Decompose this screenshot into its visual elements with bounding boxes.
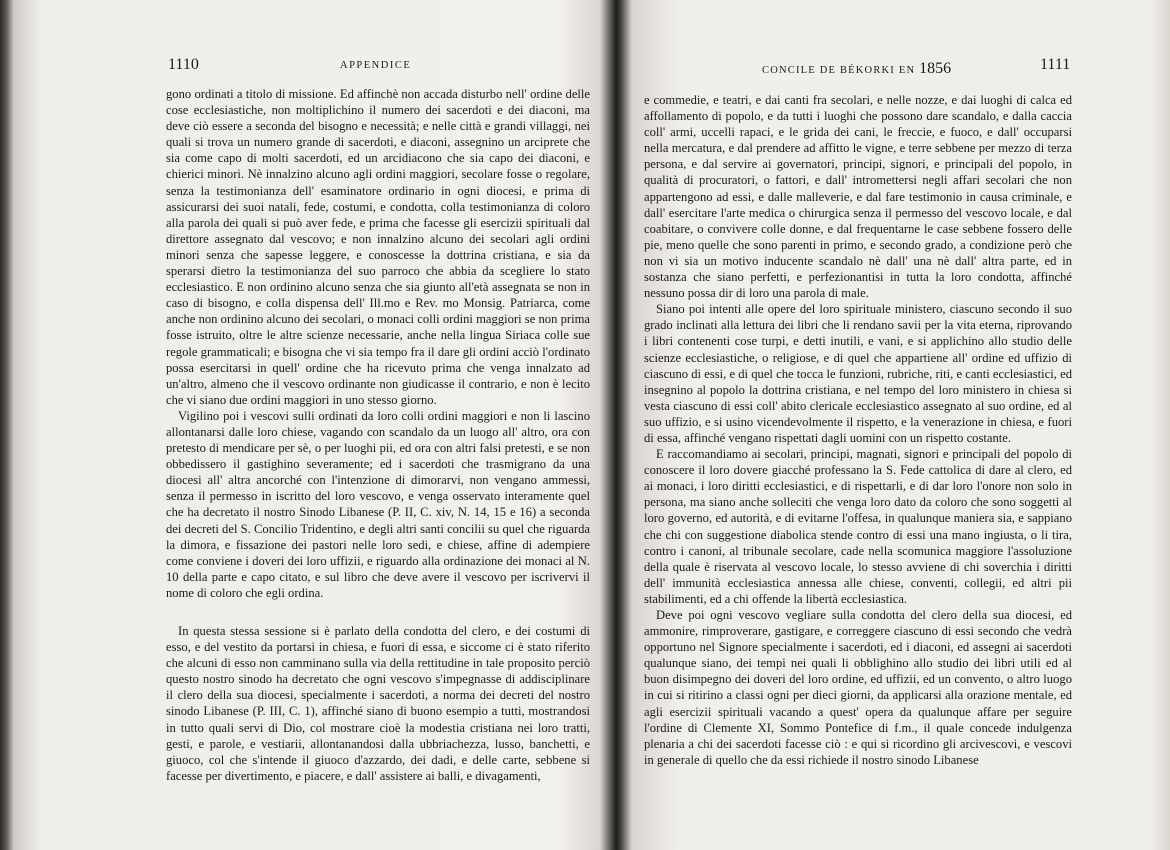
running-title-year: 1856 (919, 60, 952, 77)
running-title-text: CONCILE DE BÉKORKI EN (762, 65, 916, 76)
paragraph: Siano poi intenti alle opere del loro spirituale ministero, ciascuno secondo il suo grado inclinati alla lettura dei libri che li rendano savii per la vita eterna, riprovando i libri contenenti cose turpi, e detti inutili, e vani, e si applichino allo studio delle scienze ecclesiastiche, o religiose, e di quel che appartiene all' ordine ed uffizio di ciascuno di essi, e di quel che tocca le funzioni, rubriche, riti, e canti ecclesiastici, ed insegnino al popolo la dottrina cristiana, e nel tempo del loro ministero in chiesa si vesta ciascuno di essi coll' abito clericale ecclesiastico assegnato al suo ordine, ed al suo uffizio, e si usino vicendevolmente il rispetto, e la venerazione in chiesa, e fuori di essa, affinché vengano rispettati dagli uomini con un rispetto costante. (644, 302, 1072, 445)
text-block (166, 623, 590, 784)
page-number: 1110 (168, 56, 199, 73)
paragraph: E raccomandiamo ai secolari, principi, magnati, signori e principali del popolo di conoscere il loro dovere giacché professano la S. Fede cattolica di dare al clero, ed ai monaci, i loro diritti ecclesiastici, e di rispettarli, e di dar loro l'onore non solo in persona, ma siano anche solleciti che venga loro dato da coloro che sono soggetti al loro governo, ed autorità, e di evitarne l'offesa, in qualunque maniera sia, e sappiano che chi con suggestione diabolica stende contro di essi una mano ingiusta, o li tira, contro i canoni, al tribunale secolare, cade nella scomunica maggiore l'assoluzione della quale è riservata al vescovo locale, lo stesso avviene di chi soverchia i diritti dell' immunità ecclesiastica annessa alle chiese, conventi, collegii, ed altri pii stabilimenti, ed a chi offende la libertà ecclesiastica. (644, 447, 1072, 606)
running-title: APPENDICE (340, 60, 412, 71)
paragraph: Vigilino poi i vescovi sulli ordinati da loro colli ordini maggiori e non li lascino allontanarsi dalle loro chiese, vagando con scandalo da un luogo all' altro, ora con pretesto di mendicare per sè, o per luoghi pii, ed ora con altri falsi pretesti, e se non obbedissero il gastighino severamente; ed i sacerdoti che trasmigrano da una diocesi all' altra ancorché con l'intenzione di dimorarvi, non vengano ammessi, senza il permesso in iscritto del loro vescovo, e venga osservato interamente quel che ha decretato il nostro Sinodo Libanese (P. II, C. xiv, N. 14, 15 e 16) a seconda dei decreti del S. Concilio Tridentino, e degli altri santi concilii su quel che riguarda la dimora, e fissazione dei pastori nelle loro sedi, e chiese, affine di adempiere come conviene i doveri dei loro uffizii, e riguardo alla ordinazione dei monaci al N. 10 della parte e capo citato, e sul libro che deve avere il vescovo per iscrivervi il nome di coloro che egli ordina. (166, 408, 590, 600)
text-block (166, 86, 590, 601)
paragraph: In questa stessa sessione si è parlato della condotta del clero, e dei costumi di esso, e del vestito da portarsi in chiesa, e fuori di essa, e siccome ci è stato riferito che alcuni di esso non camminano sulla via della rettitudine in tale proposito perciò questo nostro sinodo ha decretato che ogni vescovo s'impegnasse di addisciplinare il clero della sua diocesi, specialmente i sacerdoti, a norma dei decreti del nostro sinodo Libanese (P. III, C. 1), affinché siano di buono esempio a tutti, mostrandosi in tutto quali servi di Dio, col mostrare cioè la modestia cristiana nei loro tratti, gesti, e parole, e vestiarii, allontanandosi dalla ubbriachezza, lusso, banchetti, e giuoco, col che s'intende il giuoco d'azzardo, dei dadi, e delle carte, sebbene si facesse per divertimento, e piacere, e dall' assistere ai balli, e divagamenti, (166, 624, 590, 783)
paragraph: Deve poi ogni vescovo vegliare sulla condotta del clero della sua diocesi, ed ammonire, rimproverare, gastigare, e correggere ciascuno di essi secondo che vedrà opportuno nel Signore specialmente i sacerdoti, ed i diaconi, ed assegni ai sacerdoti qualunque siano, dei tempi nei quali li obblighino allo studio dei libri utili ed al buon disimpegno dei doveri del loro ordine, ed uffizii, ed un convento, o altro luogo in cui si ritirino a classi ogni per dieci giorni, da applicarsi alla orazione mentale, ed agli esercizii spirituali vacando a quest' opera da qualunque affare per seguire l'ordine di Clemente XI, Sommo Pontefice di f.m., il quale concede indulgenza plenaria a chi dei sacerdoti facesse ciò : e qui si ricordino gli arcivescovi, e vescovi in generale di quello che da essi richiede il nostro sinodo Libanese (644, 608, 1072, 767)
running-title (762, 60, 951, 78)
page-number: 1111 (1040, 56, 1071, 73)
paragraph: e commedie, e teatri, e dai canti fra secolari, e nelle nozze, e dai luoghi di calca ed affollamento di popolo, e da tutti i luoghi che possono dare scandalo, e dalla caccia coll' armi, uccelli rapaci, e le grida dei cani, le freccie, e fuoco, e dall' occuparsi nella mercatura, e dal prendere ad affitto le vigne, e terre sebbene per mezzo di terza persona, e dal servire ai governatori, principi, signori, e principali del popolo, in qualità di procuratori, o fattori, e dall' intromettersi negli affari secolari che non appartengono ad essi, e dalle malleverie, e dal fare testimonio in causa criminale, e dall' esercitare l'arte medica o chirurgica senza il permesso del vescovo locale, e dal coabitare, o convivere colle donne, e dal frequentarne le case sebbene fossero delle pie, meno quelle che sono parenti in primo, e secondo grado, a condizione però che non vi sia un motivo inducente scandalo nè dall' una nè dall' altra parte, ed in sostanza che siano perfetti, e perfezionantisi in tutta la loro condotta, affinché nessuno possa dir di loro una parola di male. (644, 93, 1072, 301)
text-block (644, 92, 1072, 768)
paragraph: gono ordinati a titolo di missione. Ed affinchè non accada disturbo nell' ordine delle cose ecclesiastiche, non moltiplichino il numero dei sacerdoti e dei diaconi, ma deve ciò essere a seconda del bisogno e necessità; e nelle città e grandi villaggi, nei quali si trova un numero grande di sacerdoti, e diaconi, assegnino un arciprete che sia come capo di molti sacerdoti, ed un arcidiacono che sia capo dei diaconi, e chierici minori. Nè innalzino alcuno agli ordini maggiori, secolare fosse o regolare, senza la testimonianza dell' esaminatore ordinario in ogni diocesi, e prima di assicurarsi dei suoi natali, fede, costumi, e condotta, colla testimonianza di coloro alla parola dei quali si può aver fede, e prima che facesse gli esercizii spirituali dal direttore assegnato dal vescovo; e non innalzino alcuno dei secolari agli ordini minori senza che sapesse leggere, e conoscesse la dottrina cristiana, e sia da sperarsi dietro la testimonianza del suo parroco che abbia da scegliere lo stato ecclesiastico. E non ordinino alcuno senza che sia giunto all'età assegnata se non in caso di bisogno, e colla dispensa dell' Ill.mo e Rev. mo Monsig. Patriarca, come anche non ordinino alcuno dei secolari, o monaci colli ordini maggiori se non prima fosse istruito, oltre le altre scienze necessarie, anche nella lingua Siriaca colle sue regole grammaticali; e bisogna che vi sia tempo fra il dare gli ordini acciò l'ordinato possa esercitarsi in quell' ordine che ha ricevuto prima che venga innalzato ad un'altro, almeno che il vescovo ordinante non giudicasse il contrario, e non è lecito che vi siano due ordini maggiori in uno stesso giorno. (166, 87, 590, 407)
right-page (618, 0, 1170, 850)
